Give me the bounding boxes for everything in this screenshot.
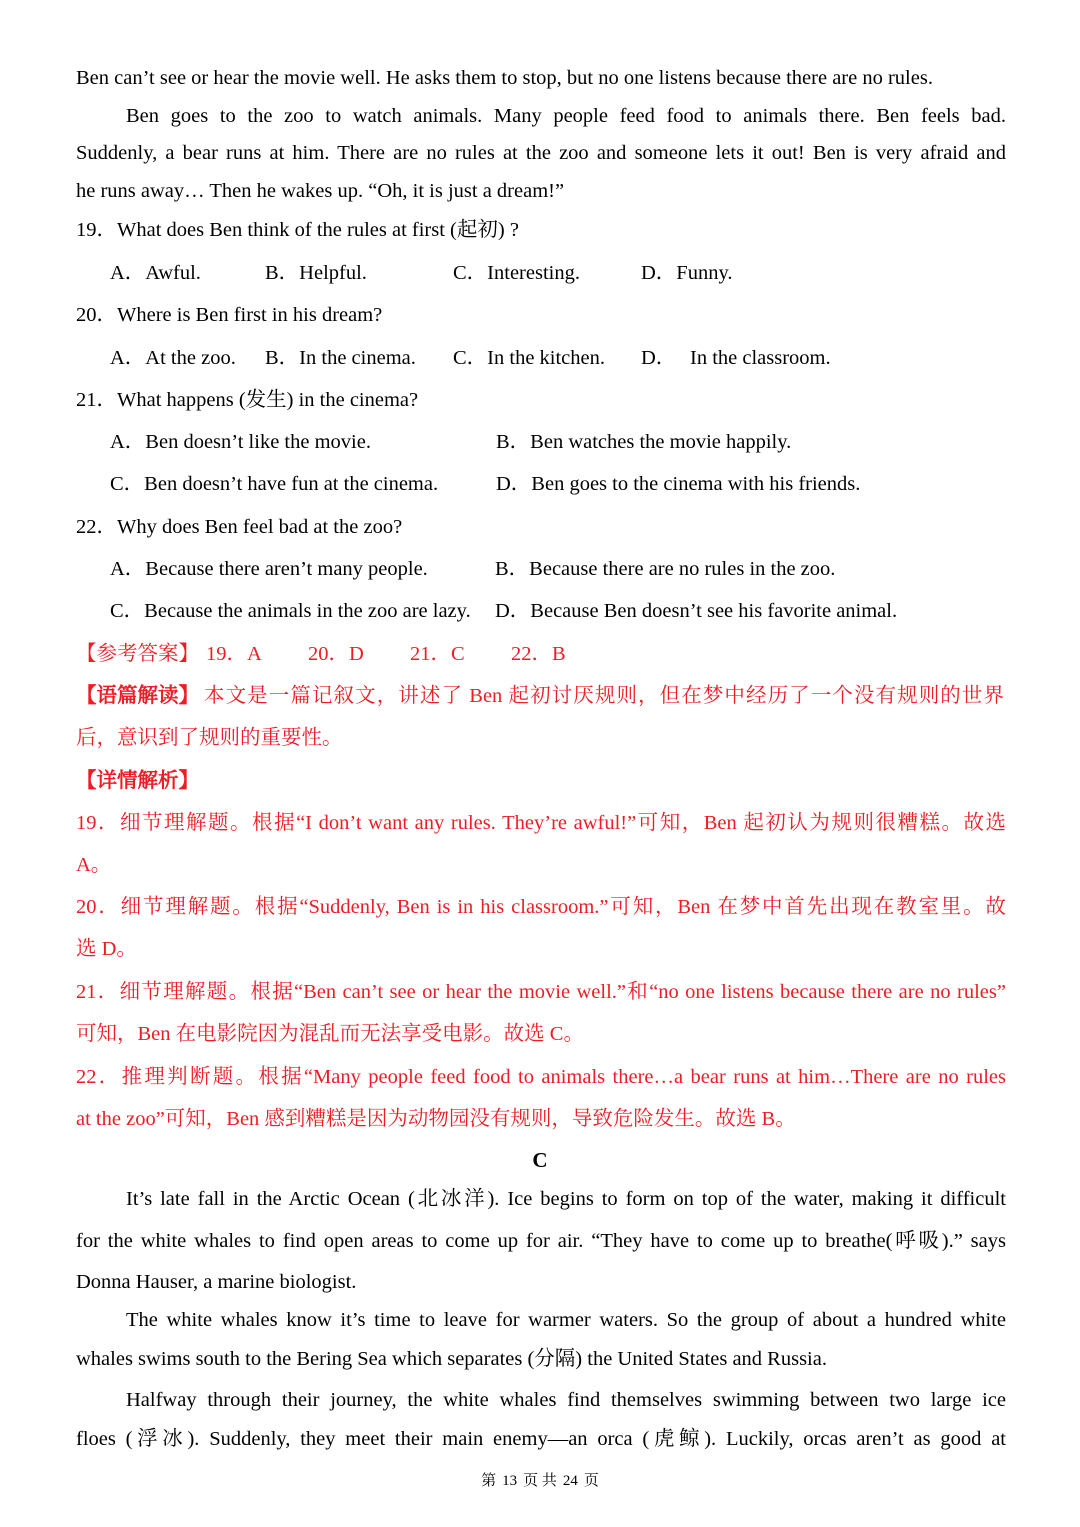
- q20-option-d-text: In the classroom.: [690, 347, 831, 369]
- reading-line-2: 后，意识到了规则的重要性。: [76, 727, 343, 749]
- passage-line: Ben can’t see or hear the movie well. He asks them to stop, but no one listens because there are no rules.: [76, 67, 933, 89]
- q22-option-a: A．Because there aren’t many people.: [110, 558, 428, 580]
- passage-c-line: for the white whales to find open areas to come up for air. “They have to come up to breathe(呼吸).” says: [76, 1230, 1006, 1252]
- passage-line: Suddenly, a bear runs at him. There are no rules at the zoo and someone lets it out! Ben is very afraid and: [76, 142, 1006, 164]
- q21-option-b: B．Ben watches the movie happily.: [496, 431, 792, 453]
- passage-c-line: whales swims south to the Bering Sea which separates (分隔) the United States and Russia.: [76, 1348, 827, 1370]
- footer-page-number: 13: [502, 1473, 518, 1489]
- answer-19: 19．A: [206, 643, 262, 665]
- explanation-20-line-1: 20．细节理解题。根据“Suddenly, Ben is in his classroom.”可知，Ben 在梦中首先出现在教室里。故: [76, 896, 1006, 918]
- passage-line: he runs away… Then he wakes up. “Oh, it is just a dream!”: [76, 180, 565, 202]
- q19-option-b: B．Helpful.: [265, 262, 367, 284]
- page-footer: [0, 1471, 1080, 1491]
- question-20-stem: 20．Where is Ben first in his dream?: [76, 304, 383, 326]
- q22-option-c: C．Because the animals in the zoo are lazy.: [110, 600, 471, 622]
- section-c-heading: C: [532, 1148, 548, 1172]
- q19-option-d: D．Funny.: [641, 262, 733, 284]
- answer-20: 20．D: [308, 643, 364, 665]
- q19-option-a: A．Awful.: [110, 262, 201, 284]
- q21-option-a: A．Ben doesn’t like the movie.: [110, 431, 371, 453]
- passage-c-line: Halfway through their journey, the white whales find themselves swimming between two large ice: [126, 1389, 1006, 1411]
- passage-line: Ben goes to the zoo to watch animals. Many people feed food to animals there. Ben feels bad.: [126, 105, 1006, 127]
- q21-option-c: C．Ben doesn’t have fun at the cinema.: [110, 473, 439, 495]
- reading-line-1: 本文是一篇记叙文，讲述了 Ben 起初讨厌规则，但在梦中经历了一个没有规则的世界: [204, 685, 1004, 707]
- q20-option-d-label: D．: [641, 347, 677, 369]
- footer-suffix: 页: [583, 1473, 599, 1489]
- explanation-21-line-1: 21．细节理解题。根据“Ben can’t see or hear the movie well.”和“no one listens because there are no rules”: [76, 981, 1006, 1003]
- q21-option-d: D．Ben goes to the cinema with his friends.: [496, 473, 861, 495]
- question-21-stem: 21．What happens (发生) in the cinema?: [76, 389, 419, 411]
- reading-label: 【语篇解读】: [76, 685, 199, 707]
- footer-mid: 页 共: [523, 1473, 557, 1489]
- answer-21: 21．C: [410, 643, 465, 665]
- answers-label: 【参考答案】: [76, 643, 199, 665]
- passage-c-line: Donna Hauser, a marine biologist.: [76, 1271, 357, 1293]
- footer-prefix: 第: [481, 1473, 497, 1489]
- q20-option-a: A．At the zoo.: [110, 347, 236, 369]
- q19-option-c: C．Interesting.: [453, 262, 580, 284]
- explanation-21-line-2: 可知，Ben 在电影院因为混乱而无法享受电影。故选 C。: [76, 1023, 584, 1045]
- answer-22: 22．B: [511, 643, 566, 665]
- question-22-stem: 22．Why does Ben feel bad at the zoo?: [76, 516, 403, 538]
- q20-option-c: C．In the kitchen.: [453, 347, 606, 369]
- passage-c-line: It’s late fall in the Arctic Ocean (北冰洋). Ice begins to form on top of the water, making it difficult: [126, 1188, 1006, 1210]
- explanation-22-line-2: at the zoo”可知，Ben 感到糟糕是因为动物园没有规则，导致危险发生。故选 B。: [76, 1108, 796, 1130]
- q20-option-b: B．In the cinema.: [265, 347, 416, 369]
- explanation-19-line-1: 19．细节理解题。根据“I don’t want any rules. They’re awful!”可知，Ben 起初认为规则很糟糕。故选: [76, 812, 1006, 834]
- footer-total-pages: 24: [562, 1473, 578, 1489]
- q22-option-d: D．Because Ben doesn’t see his favorite animal.: [495, 600, 898, 622]
- explanation-19-line-2: A。: [76, 854, 112, 876]
- passage-c-line: The white whales know it’s time to leave for warmer waters. So the group of about a hundred white: [126, 1309, 1006, 1331]
- passage-c-line: floes (浮冰). Suddenly, they meet their main enemy—an orca (虎鲸). Luckily, orcas aren’t as good at: [76, 1428, 1006, 1450]
- question-19-stem: 19．What does Ben think of the rules at first (起初) ?: [76, 219, 519, 241]
- explanation-22-line-1: 22．推理判断题。根据“Many people feed food to animals there…a bear runs at him…There are no rules: [76, 1066, 1006, 1088]
- explanation-20-line-2: 选 D。: [76, 938, 137, 960]
- q22-option-b: B．Because there are no rules in the zoo.: [495, 558, 836, 580]
- analysis-label: 【详情解析】: [76, 770, 199, 792]
